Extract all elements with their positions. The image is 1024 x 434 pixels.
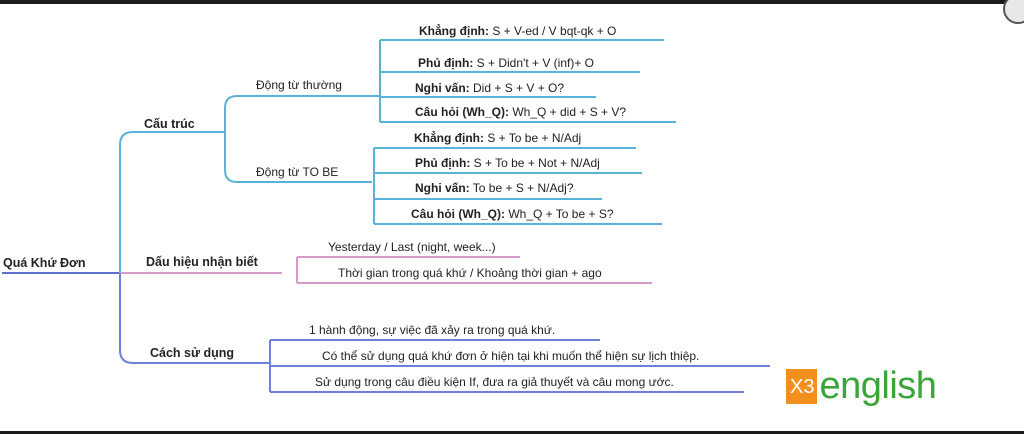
structure-connector <box>120 132 225 273</box>
regular-connector <box>225 96 380 132</box>
signs-item-2: Thời gian trong quá khứ / Khoảng thời gian + ago <box>338 266 602 280</box>
regular-verb-label: Động từ thường <box>256 78 342 92</box>
tobe-item-3: Nghi vấn: To be + S + N/Adj? <box>415 181 574 195</box>
usage-label: Cách sử dụng <box>150 346 235 360</box>
tobe-item-1: Khẳng định: S + To be + N/Adj <box>414 131 582 145</box>
regular-item-3: Nghi vấn: Did + S + V + O? <box>415 81 565 95</box>
tobe-item-4: Câu hỏi (Wh_Q): Wh_Q + To be + S? <box>411 207 614 221</box>
usage-item-1: 1 hành động, sự việc đã xảy ra trong quá khứ. <box>309 323 556 337</box>
structure-label: Cấu trúc <box>144 117 195 131</box>
usage-item-2: Có thể sử dụng quá khứ đơn ở hiện tại khi muốn thể hiện sự lịch thiệp. <box>322 349 700 363</box>
logo-word: english <box>819 365 937 407</box>
tobe-item-2: Phủ định: S + To be + Not + N/Adj <box>415 156 600 170</box>
regular-item-4: Câu hỏi (Wh_Q): Wh_Q + did + S + V? <box>415 105 627 119</box>
signs-item-1: Yesterday / Last (night, week...) <box>328 240 496 254</box>
signs-label: Dấu hiệu nhận biết <box>146 255 258 269</box>
root-label: Quá Khứ Đơn <box>3 256 86 270</box>
x3english-logo <box>786 365 936 407</box>
regular-item-2: Phủ định: S + Didn't + V (inf)+ O <box>418 56 595 70</box>
regular-item-1: Khẳng định: S + V-ed / V bqt-qk + O <box>419 24 617 38</box>
logo-mark: X3 <box>786 369 817 404</box>
usage-item-3: Sử dụng trong câu điều kiện If, đưa ra giả thuyết và câu mong ước. <box>315 375 674 389</box>
tobe-verb-label: Động từ TO BE <box>256 165 339 179</box>
